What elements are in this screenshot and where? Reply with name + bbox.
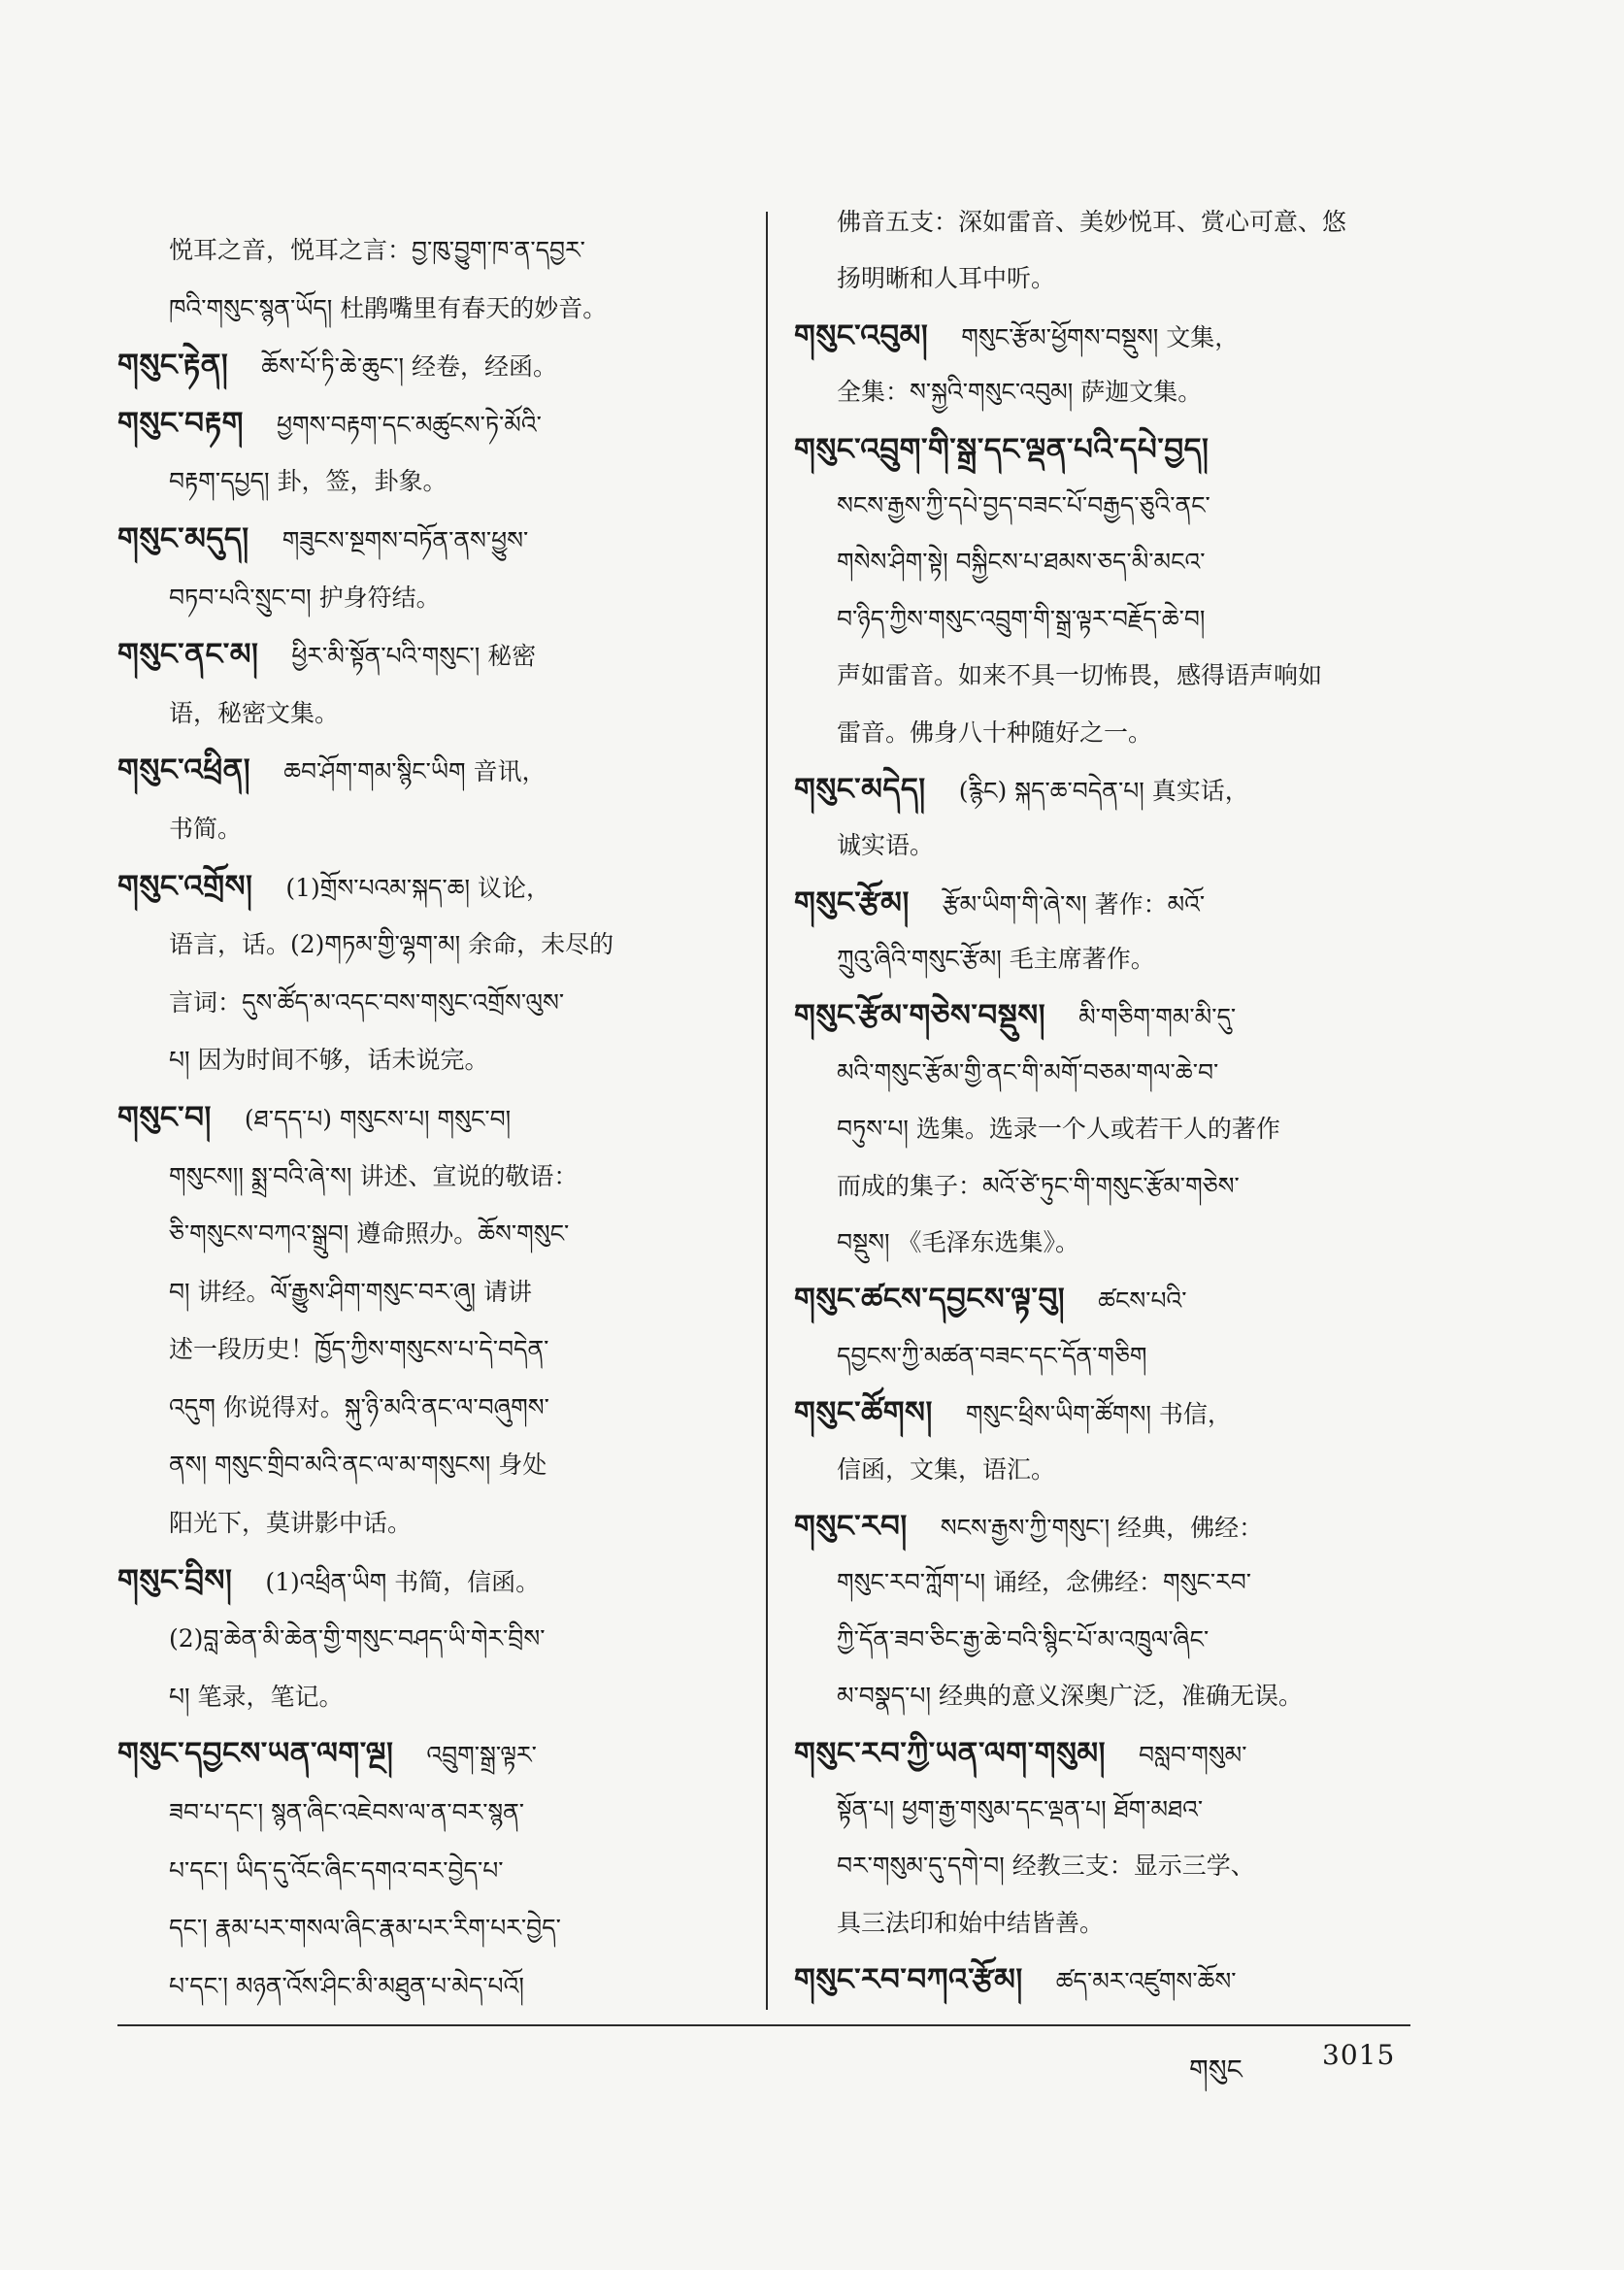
continuation-line	[117, 1610, 739, 1668]
continuation-line	[117, 221, 739, 280]
continuation-line	[794, 1895, 1415, 1952]
entry-text: ཕྱགས་བརྟག་དང་མཚུངས་ཏེ་མོའི་	[276, 410, 542, 439]
entry-text: 雷音。佛身八十种随好之一。	[837, 718, 1153, 747]
headword: གསུང་རབ་ཀྱི་ཡན་ལག་གསུམ།	[794, 1735, 1107, 1771]
continuation-line	[117, 569, 739, 627]
entry-text: ཚད་མར་འཛུགས་ཆོས་	[1055, 1967, 1237, 1996]
entry-text: བསླབ་གསུམ་	[1139, 1740, 1247, 1769]
entry-text: 阳光下，莫讲影中话。	[169, 1509, 413, 1538]
entry-text: (1)འཕྲིན་ཡིག 书简，信函。	[265, 1567, 541, 1596]
continuation-line	[794, 931, 1415, 987]
headword: གསུང་འབུམ།	[794, 317, 929, 353]
entry-line	[794, 1271, 1415, 1327]
entry-line	[794, 421, 1415, 478]
continuation-line	[117, 916, 739, 974]
continuation-line	[794, 534, 1415, 590]
entry-text: ཅི་གསུངས་བཀའ་སྒྲུབ། 遵命照办。ཆོས་གསུང་	[169, 1219, 570, 1249]
headword: གསུང་མདེད།	[794, 771, 926, 807]
headword: གསུང་རྩོམ།	[794, 885, 910, 920]
headword: གསུང་འགྲོས།	[117, 868, 253, 904]
continuation-line	[794, 1101, 1415, 1157]
continuation-line	[117, 1148, 739, 1206]
headword: གསུང་རྟེན།	[117, 348, 229, 384]
entry-text: བཏུས་པ། 选集。选录一个人或若干人的著作	[837, 1115, 1280, 1144]
headword: གསུང་དབྱངས་ཡན་ལག་ལྔ།	[117, 1736, 394, 1772]
entry-text: བ། 讲经。ལོ་རྒྱུས་ཤིག་གསུང་བར་ཞུ། 请讲	[169, 1277, 533, 1306]
entry-text: པ། 因为时间不够，话未说完。	[169, 1046, 489, 1075]
entry-text: 扬明晰和人耳中听。	[837, 264, 1056, 293]
entry-text: དབྱངས་ཀྱི་མཚན་བཟང་དང་དོན་གཅིག	[837, 1341, 1147, 1370]
entry-line	[794, 1952, 1415, 2008]
continuation-line	[794, 478, 1415, 534]
continuation-line	[794, 1782, 1415, 1838]
entry-line	[117, 511, 739, 569]
entry-text: སངས་རྒྱས་ཀྱི་དཔེ་བྱད་བཟང་པོ་བརྒྱད་ཅུའི་ནང་	[837, 490, 1210, 519]
entry-text: 全集：ས་སྐྱའི་གསུང་འབུམ། 萨迦文集。	[837, 378, 1203, 407]
page-number: 3015	[1322, 2039, 1396, 2071]
entry-text: གསུངས།། སྨྲ་བའི་ཞེ་ས། 讲述、宣说的敬语：	[169, 1161, 579, 1190]
entry-text: སངས་རྒྱས་ཀྱི་གསུང་། 经典，佛经：	[940, 1513, 1264, 1542]
continuation-line	[794, 1554, 1415, 1611]
continuation-line	[794, 1158, 1415, 1215]
entry-text: 信函，文集，语汇。	[837, 1454, 1056, 1484]
entry-text: མའི་གསུང་རྩོམ་གྱི་ནང་གི་མགོ་བཅམ་གལ་ཆེ་བ་	[837, 1057, 1219, 1086]
entry-text: ཆོས་པོ་ཏི་ཆེ་ཆུང་། 经卷，经函。	[261, 352, 557, 382]
entry-line	[794, 987, 1415, 1044]
entry-text: ནས། གསུང་གྲིབ་མའི་ནང་ལ་མ་གསུངས། 身处	[169, 1451, 547, 1480]
continuation-line	[117, 1031, 739, 1089]
entry-line	[117, 337, 739, 395]
column-divider	[766, 212, 768, 2010]
entry-line	[117, 1089, 739, 1148]
entry-text: གསུང་ཕྲིས་ཡིག་ཚོགས། 书信，	[965, 1400, 1232, 1429]
continuation-line	[117, 1320, 739, 1379]
entry-text: (ཐ་དད་པ) གསུངས་པ། གསུང་བ།	[244, 1104, 512, 1133]
entry-text: 语，秘密文集。	[169, 698, 340, 727]
entry-text: 佛音五支：深如雷音、美妙悦耳、赏心可意、悠	[837, 208, 1347, 236]
continuation-line	[117, 1668, 739, 1726]
entry-line	[794, 1385, 1415, 1441]
continuation-line	[117, 1379, 739, 1437]
headword: གསུང་མདུད།	[117, 520, 249, 556]
continuation-line	[117, 1899, 739, 1957]
entry-line	[117, 395, 739, 453]
headword: གསུང་བརྟག	[117, 405, 244, 441]
footer-rule	[117, 2024, 1410, 2026]
continuation-line	[794, 648, 1415, 704]
continuation-line	[117, 1494, 739, 1552]
continuation-line	[794, 250, 1415, 307]
entry-text: ཕྱིར་མི་སྟོན་པའི་གསུང་། 秘密	[291, 642, 537, 671]
continuation-line	[117, 800, 739, 858]
continuation-line	[794, 1328, 1415, 1385]
headword: གསུང་ཚོགས།	[794, 1395, 933, 1431]
entry-line	[117, 742, 739, 800]
entry-text: 言词：དུས་ཚོད་མ་འདང་བས་གསུང་འགྲོས་ལུས་	[169, 987, 565, 1017]
continuation-line	[794, 194, 1415, 250]
entry-text: ཀྱི་དོན་ཟབ་ཅིང་རྒྱ་ཆེ་བའི་སྙིང་པོ་མ་འཁྲུལ་ཞིང་	[837, 1624, 1210, 1653]
continuation-line	[794, 1215, 1415, 1271]
entry-text: གསུང་རྩོམ་ཕྱོགས་བསྡུས། 文集，	[961, 322, 1240, 351]
entry-text: བར་གསུམ་དུ་དགེ་བ། 经教三支：显示三学、	[837, 1852, 1255, 1881]
headword: གསུང་བྲིས།	[117, 1562, 233, 1598]
entry-text: པ་དང་། མཉན་འོས་ཤིང་མི་མཐུན་པ་མེད་པའོ།	[169, 1971, 524, 2000]
continuation-line	[794, 1668, 1415, 1724]
continuation-line	[794, 1045, 1415, 1101]
entry-text: 诚实语。	[837, 831, 935, 860]
entry-text: (རྙིང) སྐད་ཆ་བདེན་པ། 真实话，	[958, 776, 1249, 805]
entry-text: (2)བླ་ཆེན་མི་ཆེན་གྱི་གསུང་བཤད་ཡི་གེར་བྲིས་	[169, 1624, 546, 1653]
right-column	[794, 194, 1415, 2009]
entry-line	[117, 1725, 739, 1784]
entry-text: 具三法印和始中结皆善。	[837, 1908, 1105, 1937]
entry-line	[794, 761, 1415, 818]
entry-text: གཟུངས་སྔགས་བཏོན་ནས་ཕྱུས་	[282, 525, 529, 554]
entry-text: པ་དང་། ཡིད་དུ་འོང་ཞིང་དགའ་བར་བྱེད་པ་	[169, 1855, 504, 1885]
entry-line	[794, 875, 1415, 931]
entry-text: ཚངས་པའི་	[1098, 1286, 1187, 1316]
continuation-line	[794, 818, 1415, 874]
continuation-line	[117, 280, 739, 338]
continuation-line	[117, 684, 739, 743]
entry-line	[117, 858, 739, 917]
entry-text: པ། 笔录，笔记。	[169, 1682, 344, 1711]
entry-text: སྟོན་པ། ཕྱག་རྒྱ་གསུམ་དང་ལྡན་པ། ཐོག་མཐའ་	[837, 1794, 1204, 1823]
entry-line	[117, 1552, 739, 1611]
continuation-line	[117, 1263, 739, 1321]
entry-text: ཆབ་ཤོག་གམ་སྙིང་ཡིག 音讯，	[283, 757, 547, 786]
continuation-line	[117, 974, 739, 1032]
continuation-line	[794, 1838, 1415, 1894]
continuation-line	[117, 1205, 739, 1263]
entry-text: བ་ཉིད་ཀྱིས་གསུང་འབྲུག་གི་སྒྲ་ལྟར་བརྗོད་ཆེ་བ།	[837, 604, 1206, 633]
headword: གསུང་རྩོམ་གཅེས་བསྡུས།	[794, 998, 1046, 1034]
entry-text: དང་། རྣམ་པར་གསལ་ཞིང་རྣམ་པར་རིག་པར་བྱེད་	[169, 1914, 561, 1943]
continuation-line	[794, 1612, 1415, 1668]
entry-text: མ་བསྣད་པ། 经典的意义深奥广泛，准确无误。	[837, 1682, 1303, 1711]
headword: གསུང་ནང་མ།	[117, 637, 259, 673]
entry-text: རྩོམ་ཡིག་གི་ཞེ་ས། 著作：མའོ་	[942, 889, 1206, 918]
entry-text: 语言，话。(2)གཏམ་གྱི་ལྷག་མ། 余命，未尽的	[169, 930, 614, 959]
entry-text: གསེས་ཤིག་སྟེ། བསྐྱིངས་པ་ཐམས་ཅད་མི་མངའ་	[837, 548, 1206, 577]
entry-text: 声如雷音。如来不具一切怖畏，感得语声响如	[837, 661, 1323, 690]
running-head: གསུང	[1189, 2053, 1243, 2086]
headword: གསུང་རབ་བཀའ་རྩོམ།	[794, 1962, 1023, 1998]
headword: གསུང་ཚངས་དབྱངས་ལྟ་བུ།	[794, 1282, 1066, 1318]
entry-text: འདུག 你说得对。སྐུ་ཉི་མའི་ནང་ལ་བཞུགས་	[169, 1392, 549, 1421]
continuation-line	[117, 1957, 739, 2016]
entry-text: མི་གཅིག་གམ་མི་དུ་	[1078, 1003, 1237, 1032]
continuation-line	[117, 1784, 739, 1842]
entry-text: (1)གྲོས་པའམ་སྐད་ཆ། 议论，	[285, 873, 551, 902]
entry-line	[117, 626, 739, 684]
entry-text: ཁའི་གསུང་སྙན་ཡོད། 杜鹃嘴里有春天的妙音。	[169, 293, 608, 322]
headword: གསུང་འཕྲིན།	[117, 752, 251, 788]
entry-text: གསུང་རབ་ཀློག་པ། 诵经，念佛经：གསུང་རབ་	[837, 1568, 1251, 1597]
headword: གསུང་རབ།	[794, 1508, 908, 1544]
entry-line	[794, 1725, 1415, 1782]
continuation-line	[117, 452, 739, 511]
headword: གསུང་བ།	[117, 1099, 212, 1135]
entry-text: འབྲུག་སྒྲ་ལྟར་	[426, 1741, 537, 1770]
entry-text: ཟབ་པ་དང་། སྙན་ཞིང་འཇེབས་ལ་ན་བར་སྙན་	[169, 1798, 525, 1827]
entry-text: བསྡུས། 《毛泽东选集》。	[837, 1228, 1080, 1257]
continuation-line	[794, 1442, 1415, 1498]
entry-text: 述一段历史！ཁྱོད་ཀྱིས་གསུངས་པ་དེ་བདེན་	[169, 1335, 549, 1364]
continuation-line	[117, 1436, 739, 1494]
entry-text: 书简。	[169, 814, 243, 843]
continuation-line	[117, 1842, 739, 1900]
entry-text: ཀྲུའུ་ཞིའི་གསུང་རྩོམ། 毛主席著作。	[837, 945, 1155, 974]
entry-text: 悦耳之音，悦耳之言：བྱ་ཁུ་བྱུག་ཁ་ན་དབྱར་	[169, 236, 585, 264]
continuation-line	[794, 591, 1415, 648]
left-column	[117, 221, 739, 2015]
continuation-line	[794, 364, 1415, 420]
entry-text: 而成的集子：མའོ་ཙེ་ཏུང་གི་གསུང་རྩོམ་གཅེས་	[837, 1171, 1240, 1200]
entry-text: བཏབ་པའི་སྲུང་བ། 护身符结。	[169, 583, 441, 612]
entry-line	[794, 1498, 1415, 1554]
headword: གསུང་འབྲུག་གི་སྒྲ་དང་ལྡན་པའི་དཔེ་བྱད།	[794, 431, 1210, 467]
entry-line	[794, 308, 1415, 364]
continuation-line	[794, 705, 1415, 761]
entry-text: བརྟག་དཔྱད། 卦，签，卦象。	[169, 467, 447, 496]
